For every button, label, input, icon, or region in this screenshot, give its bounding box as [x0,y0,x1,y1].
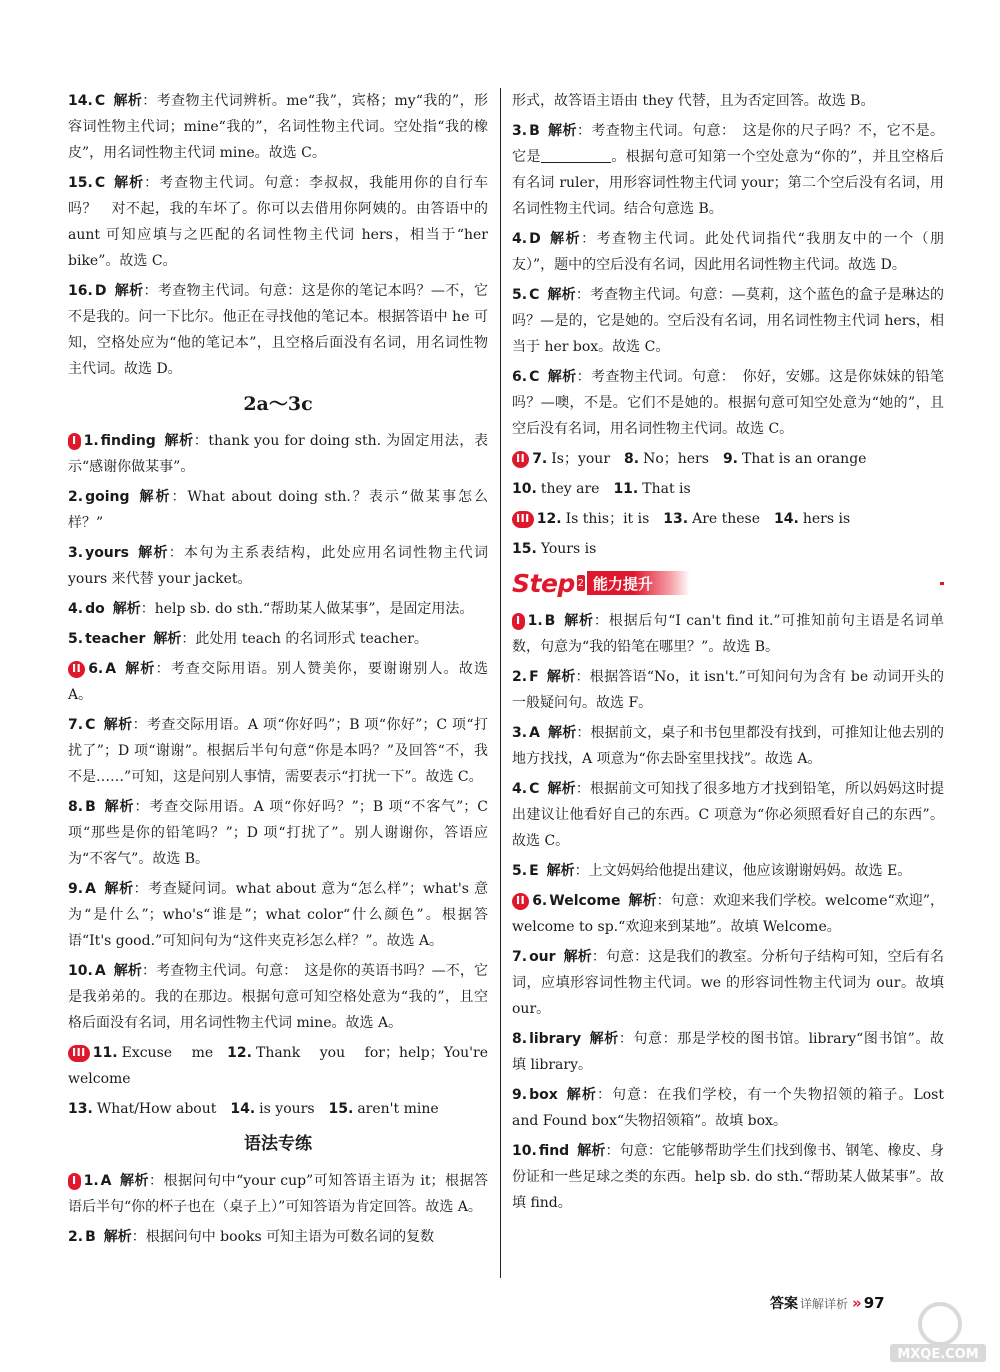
analysis-text: ：考查物主代词。句意： 你好，安娜。这是你妹妹的铅笔吗？—噢，不是。它们不是她的。根据句意可知空处意为“她的”，且空后没有名词，用名词性物主代词。故选 C。 [512,369,944,437]
analysis-label: 解析 [577,1143,606,1159]
answer-item [512,664,944,716]
section-badge: I [68,433,81,450]
answer-line [512,536,944,562]
section-badge: II [512,893,529,910]
answer-line [68,1096,488,1122]
answer-choice: find [538,1143,570,1159]
answer-segment [512,541,596,557]
analysis-text: ：考查疑问词。what about 意为“怎么样”；what's 意为“是什么”；who's“谁是”；what color“什么颜色”。根据答语“It's good.”可知问句为“这件夹克衫怎么样？”。故选 A。 [68,881,488,949]
analysis-label: 解析 [113,175,145,191]
analysis-text: ：What about doing sth.？表示“做某事怎么样？” [68,489,489,531]
analysis-text: ：thank you for doing sth. 为固定用法，表示“感谢你做某事”。 [68,433,488,475]
question-number: 16. [68,283,93,299]
answer-item [68,1224,488,1250]
answer-segment [68,1101,216,1117]
question-number: 4. [68,601,84,617]
answer-item [68,1168,488,1220]
answer-line [68,1040,488,1092]
analysis-label: 解析 [113,93,143,109]
answer-choice: A [100,1173,112,1189]
answer-item [68,656,488,708]
analysis-label: 解析 [565,1087,597,1103]
answer-item [512,776,944,854]
page-number: 97 [863,1294,885,1312]
analysis-text: ：考查物主代词辨析。me“我”，宾格；my“我的”，形容词性物主代词；mine“我的”，名词性物主代词。空处指“我的橡皮”，用名词性物主代词 mine。故选 C。 [68,93,489,161]
analysis-text: ：句意：在我们学校，有一个失物招领的箱子。Lost and Found box“失物招领箱”。故填 box。 [512,1087,944,1129]
house-icon: 2 [577,575,585,591]
analysis-text-continued: 。根据句意可知第一个空处意为“你的”，并且空格后有名词 ruler，用形容词性物主代词 your；第二个空后没有名词，用名词性物主代词。结合句意选 B。 [512,149,944,217]
answer-text: Yours is [540,541,597,557]
analysis-text: ：根据问句中“your cup”可知答语主语为 it；根据答语后半句“你的杯子也在（桌子上）”可知答语为肯定回答。故选 A。 [68,1173,489,1215]
step-word: Step [512,568,575,598]
answer-choice: D [94,283,107,299]
answer-choice: A [94,963,106,979]
analysis-label: 解析 [112,601,141,617]
analysis-label: 解析 [547,781,576,797]
analysis-text: ：根据前文，桌子和书包里都没有找到，可推知让他去别的地方找找，A 项意为“你去卧室里找找”。故选 A。 [512,725,945,767]
answer-segment [532,451,610,467]
question-number: 15. [328,1101,354,1117]
analysis-text: ：考查交际用语。别人赞美你，要谢谢别人。故选 A。 [68,661,489,703]
fill-blank [541,148,611,163]
footer-title: 答案 [770,1296,798,1312]
analysis-label: 解析 [546,863,575,879]
answer-item [68,712,488,790]
section-heading: 2a～3c [243,393,313,415]
question-number: 10. [512,481,537,497]
analysis-label: 解析 [103,1229,132,1245]
analysis-label: 解析 [546,669,576,685]
analysis-label: 解析 [547,287,576,303]
answer-item [512,608,944,660]
answer-item [512,858,944,884]
answer-choice: B [85,799,96,815]
answer-item [512,944,944,1022]
answer-choice: going [85,489,130,505]
answer-item [68,626,488,652]
answer-item [68,428,488,480]
analysis-text: ：考查交际用语。A 项“你好吗？”；B 项“不客气”；C 项“那些是你的铅笔吗？”；D 项“打扰了”。别人谢谢你，答语应为“不客气”。故选 B。 [68,799,488,867]
question-number: 11. [92,1045,118,1061]
answer-item [512,226,944,278]
analysis-text: ：考查物主代词。此处代词指代“我朋友中的一个（朋友）”，题中的空后没有名词，因此用名词性物主代词。故选 D。 [512,231,945,273]
question-number: 9. [68,881,84,897]
analysis-label: 解析 [124,661,156,677]
question-number: 13. [663,511,689,527]
answer-choice: box [529,1087,558,1103]
answer-segment [774,511,850,527]
analysis-text: ：上文妈妈给他提出建议，他应该谢谢妈妈。故选 E。 [574,863,912,879]
analysis-label: 解析 [137,489,172,505]
answer-text: hers is [802,511,851,527]
analysis-label: 解析 [103,717,133,733]
analysis-label: 解析 [547,725,577,741]
question-number: 7. [512,949,528,965]
answer-choice: C [529,287,540,303]
answer-choice: C [529,781,540,797]
analysis-text: ：help sb. do sth.“帮助某人做某事”，是固定用法。 [140,601,474,617]
answer-choice: A [529,725,540,741]
analysis-label: 解析 [114,283,144,299]
answer-segment [512,481,599,497]
section-badge: I [512,613,525,630]
answer-choice: A [85,881,96,897]
analysis-label: 解析 [153,631,182,647]
question-number: 5. [512,287,528,303]
section-badge: III [68,1045,90,1062]
question-number: 6. [512,369,528,385]
watermark-logo [880,1300,990,1364]
answer-text: Thank you for；help；You're welcome [68,1045,489,1087]
analysis-text: ：句意：欢迎来我们学校。welcome“欢迎”，welcome to sp.“欢迎来到某地”。故填 Welcome。 [512,893,945,935]
step-dash-decoration [940,582,944,585]
answer-choice: library [529,1031,582,1047]
analysis-label: 解析 [103,881,134,897]
answer-choice: teacher [85,631,146,647]
answer-text: Is this；it is [565,511,650,527]
answer-item [512,364,944,442]
question-number: 10. [512,1143,537,1159]
question-number: 15. [68,175,93,191]
question-number: 12. [536,511,562,527]
watermark-text: MXQE.COM [897,1347,979,1362]
analysis-text: ：考查交际用语。A 项“你好吗”；B 项“你好”；C 项“打扰了”；D 项“谢谢”。根据后半句句意“你是本吗？”及回答“不，我不是……”可知，这是问别人事情，需要表示“打扰一下”。故选 C。 [68,717,488,785]
answer-choice: C [85,717,96,733]
question-number: 2. [68,1229,84,1245]
section-badge: I [68,1173,81,1190]
answer-item [512,888,944,940]
answer-item [68,278,488,382]
question-number: 12. [227,1045,252,1061]
answer-choice: finding [100,433,156,449]
analysis-label: 解析 [563,613,594,629]
question-number: 7. [68,717,84,733]
column-divider [500,88,501,1278]
answer-text: That is [642,481,691,497]
answer-continuation: 形式，故答语主语由 they 代替，且为否定回答。故选 B。 [512,93,875,109]
answer-choice: D [529,231,541,247]
question-number: 15. [512,541,537,557]
question-number: 5. [68,631,84,647]
analysis-text: ：考查物主代词。句意： 这是你的英语书吗？—不，它是我弟弟的。我的在那边。根据句意可知空格处意为“我的”，且空格后面没有名词，用名词性物主代词 mine。故选 A。 [68,963,489,1031]
question-number: 2. [68,489,84,505]
answer-choice: yours [85,545,130,561]
answer-choice: E [529,863,539,879]
analysis-text: ：考查物主代词。句意：—莫莉，这个蓝色的盒子是琳达的吗？—是的，它是她的。空后没有名词，用名词性物主代词 hers，相当于 her box。故选 C。 [512,287,944,355]
answer-segment [613,481,690,497]
analysis-text: ：根据后句“I can't find it.”可推知前句主语是名词单数，句意为“我的铅笔在哪里？”。故选 B。 [512,613,945,655]
question-number: 4. [512,781,528,797]
answer-item [68,484,488,536]
answer-choice: C [94,175,106,191]
page-footer [770,1293,885,1313]
answer-choice: C [94,93,106,109]
answer-segment [230,1101,314,1117]
answer-item [68,958,488,1036]
question-number: 8. [512,1031,528,1047]
analysis-label: 解析 [547,369,577,385]
question-number: 13. [68,1101,93,1117]
analysis-label: 解析 [563,949,592,965]
answer-choice: B [544,613,556,629]
answer-choice: B [85,1229,96,1245]
question-number: 14. [230,1101,256,1117]
answer-choice: A [105,661,117,677]
answer-item [68,876,488,954]
question-number: 4. [512,231,528,247]
answer-line [512,476,944,502]
double-chevron-right-icon: » [852,1294,862,1312]
question-number: 14. [68,93,93,109]
question-number: 1. [527,613,543,629]
section-badge: III [512,511,534,528]
analysis-label: 解析 [103,799,135,815]
answer-segment [723,451,867,467]
answer-text: Is；your [551,451,611,467]
step-banner [512,566,944,600]
answer-choice: C [529,369,540,385]
analysis-label: 解析 [163,433,194,449]
question-number: 2. [512,669,528,685]
answer-item [512,720,944,772]
question-number: 3. [512,725,528,741]
analysis-label: 解析 [119,1173,150,1189]
answer-choice: our [529,949,556,965]
answer-item [68,170,488,274]
question-number: 9. [722,451,738,467]
answer-segment [624,451,709,467]
answer-segment [537,511,650,527]
answer-text: That is an orange [742,451,867,467]
section-heading: 语法专练 [244,1134,312,1154]
question-number: 8. [68,799,84,815]
answer-text: What/How about [96,1101,217,1117]
answer-text: No；hers [643,451,709,467]
question-number: 9. [512,1087,528,1103]
analysis-label: 解析 [137,545,169,561]
question-number: 3. [68,545,84,561]
answer-text: is yours [259,1101,315,1117]
answer-choice: B [529,123,540,139]
analysis-label: 解析 [628,893,657,909]
right-column [512,88,944,1220]
analysis-text: ：考查物主代词。句意：这是你的笔记本吗？—不，它不是我的。问一下比尔。他正在寻找他的笔记本。根据答语中 he 可知，空格处应为“他的笔记本”，且空格后面没有名词，用名词性物主代词。故选 D。 [68,283,489,377]
answer-text: Are these [692,511,761,527]
step-title: 能力提升 [587,571,690,595]
question-number: 5. [512,863,528,879]
section-badge: II [512,451,529,468]
answer-choice: Welcome [549,893,621,909]
answer-item [68,596,488,622]
question-number: 11. [613,481,639,497]
analysis-label: 解析 [548,231,582,247]
analysis-text: ：句意：它能够帮助学生们找到像书、钢笔、橡皮、身份证和一些足球之类的东西。help sb. do sth.“帮助某人做某事”。故填 find。 [512,1143,945,1211]
analysis-label: 解析 [589,1031,619,1047]
question-number: 6. [88,661,104,677]
analysis-text: ：考查物主代词。句意：李叔叔，我能用你的自行车吗？ 对不起，我的车坏了。你可以去借用你阿姨的。由答语中的 aunt 可知应填与之匹配的名词性物主代词 hers，相当于“her bike”。故选 C。 [68,175,489,269]
answer-text: Excuse me [121,1045,214,1061]
analysis-label: 解析 [547,123,577,139]
question-number: 14. [774,511,799,527]
analysis-text: ：句意：那是学校的图书馆。library“图书馆”。故填 library。 [512,1031,944,1073]
answer-item [68,88,488,166]
question-number: 10. [68,963,93,979]
answer-item [512,1082,944,1134]
answer-text: they are [540,481,600,497]
answer-choice: do [85,601,105,617]
left-column [68,88,488,1254]
answer-item [512,1026,944,1078]
answer-item [512,282,944,360]
analysis-text: ：根据前文可知找了很多地方才找到铅笔，所以妈妈这时提出建议让他看好自己的东西。C 项意为“你必须照看好自己的东西”。故选 C。 [512,781,944,849]
analysis-text: ：本句为主系表结构，此处应用名词性物主代词 yours 来代替 your jacket。 [68,545,488,587]
question-number: 1. [83,1173,99,1189]
question-number: 6. [532,893,548,909]
answer-line [512,506,944,532]
section-badge: II [68,661,85,678]
footer-subtitle: 详解详析 [800,1296,849,1311]
analysis-text: ：根据答语“No，it isn't.”可知问句为含有 be 动词开头的一般疑问句。故选 F。 [512,669,945,711]
analysis-text: ：句意：这是我们的教室。分析句子结构可知，空后有名词，应填形容词性物主代词。we 的形容词性物主代词为 our。故填 our。 [512,949,945,1017]
answer-segment [663,511,760,527]
analysis-label: 解析 [113,963,143,979]
question-number: 8. [624,451,640,467]
answer-item [68,540,488,592]
answer-line [512,446,944,472]
question-number: 3. [512,123,528,139]
analysis-text: ：考查物主代词。句意： 这是你的尺子吗？不，它不是。它是 [512,123,945,165]
answer-item [512,1138,944,1216]
question-number: 7. [532,451,548,467]
answer-segment [329,1101,439,1117]
analysis-text: ：此处用 teach 的名词形式 teacher。 [181,631,428,647]
answer-text: aren't mine [357,1101,439,1117]
answer-segment [93,1045,213,1061]
question-number: 1. [83,433,99,449]
answer-choice: F [529,669,539,685]
answer-item [68,794,488,872]
answer-item [512,118,944,222]
analysis-text: ：根据问句中 books 可知主语为可数名词的复数 [131,1229,435,1245]
